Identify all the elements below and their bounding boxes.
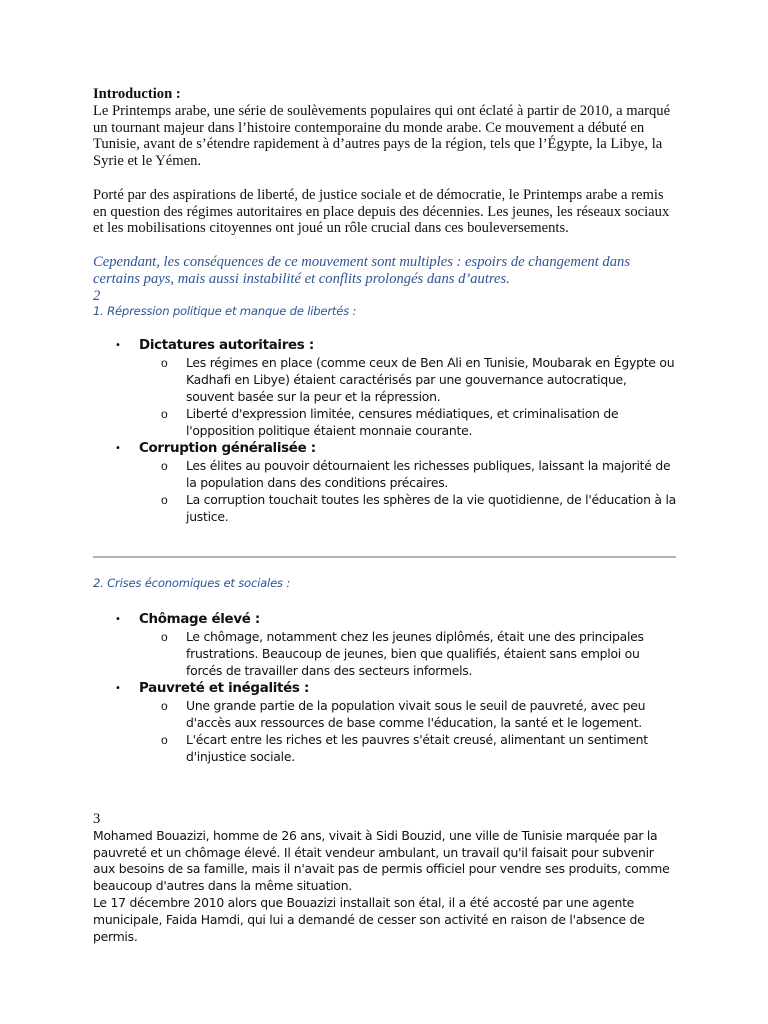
sub-list-item: o Liberté d'expression limitée, censures médiatiques, et criminalisation de l'opposition politique étaient monnaie courante. [161,405,619,438]
intro-title: Introduction : [93,86,181,102]
sub-bullet-icon: o [161,356,168,371]
sub-list-item: o Le chômage, notamment chez les jeunes diplômés, était une des principales frustrations. Beaucoup de jeunes, bien que qualifiés, étaient sans emploi ou forcés de travailler dans des secteurs informels. [161,629,644,678]
sub-list-item: o Une grande partie de la population vivait sous le seuil de pauvreté, avec peu d'accès aux ressources de base comme l'éducation, la santé et le logement. [161,698,646,731]
page-number-3: 3 [93,811,101,827]
sub-bullet-icon: o [161,699,168,714]
list-item [93,610,678,679]
section2 [93,576,678,766]
sub-bullet-icon: o [161,492,168,507]
sub-list-item: o Les élites au pouvoir détournaient les richesses publiques, laissant la majorité de la population dans des conditions précaires. [161,458,671,491]
sub-bullet-icon: o [161,406,168,421]
sub-list-item: o L'écart entre les riches et les pauvres s'était creusé, alimentant un sentiment d'injustice sociale. [161,731,648,764]
section1-heading: 1. Répression politique et manque de libertés : [93,304,357,319]
bullet-icon: • [115,443,121,455]
list-item-label: Dictatures autoritaires : [139,338,314,354]
bullet-icon: • [115,614,121,625]
section1-list [93,336,678,525]
section3 [93,811,678,945]
list-item [93,336,678,439]
list-item-label: Chômage élevé : [139,612,260,627]
intro-paragraph-2: Porté par des aspirations de liberté, de justice sociale et de démocratie, le Printemps arabe a remis en question des régimes autoritaires en place depuis des décennies. Les jeunes, les réseaux sociaux et les mobilisations citoyennes ont joué un rôle crucial dans ces bouleversements. [93,186,670,237]
sub-bullet-icon: o [161,732,168,747]
intro-paragraph-1: Le Printemps arabe, une série de soulèvements populaires qui ont éclaté à partir de 2010, a marqué un tournant majeur dans l’histoire contemporaine du monde arabe. Ce mouvement a débuté en Tunisie, avant de s’étendre rapidement à d’autres pays de la région, tels que l’Égypte, la Libye, la Syrie et le Yémen. [93,102,671,170]
list-item-label: Pauvreté et inégalités : [139,681,310,697]
sub-list-item: o Les régimes en place (comme ceux de Ben Ali en Tunisie, Moubarak en Égypte ou Kadhafi en Libye) étaient caractérisés par une gouvernance autocratique, souvent basée sur la peur et la répression. [161,355,675,404]
section2-heading: 2. Crises économiques et sociales : [93,576,291,590]
section3-paragraph-2: Le 17 décembre 2010 alors que Bouazizi installait son étal, il a été accosté par une agente municipale, Faida Hamdi, qui lui a demandé de cesser son activité en raison de l'absence de permis. [93,894,645,944]
document-page [93,86,678,526]
bullet-icon: • [115,683,121,695]
sub-bullet-icon: o [161,630,168,644]
bullet-icon: • [115,340,121,352]
sub-bullet-icon: o [161,459,168,474]
section2-list [93,610,678,766]
list-item-label: Corruption généralisée : [139,441,316,457]
section3-paragraph-1: Mohamed Bouazizi, homme de 26 ans, vivait à Sidi Bouzid, une ville de Tunisie marquée par la pauvreté et un chômage élevé. Il était vendeur ambulant, un travail qu'il faisait pour subvenir aux besoins de sa famille, mais il n'avait pas de permis officiel pour vendre ses produits, comme beaucoup d'autres dans la même situation. [93,827,670,894]
list-item [93,679,678,765]
horizontal-divider [93,556,676,558]
intro-paragraph-3: Cependant, les conséquences de ce mouvement sont multiples : espoirs de changement dans certains pays, mais aussi instabilité et conflits prolongés dans d’autres. [93,253,630,287]
list-item [93,439,678,525]
sub-list-item: o La corruption touchait toutes les sphères de la vie quotidienne, de l'éducation à la justice. [161,491,676,524]
page-number-2: 2 [93,287,101,304]
